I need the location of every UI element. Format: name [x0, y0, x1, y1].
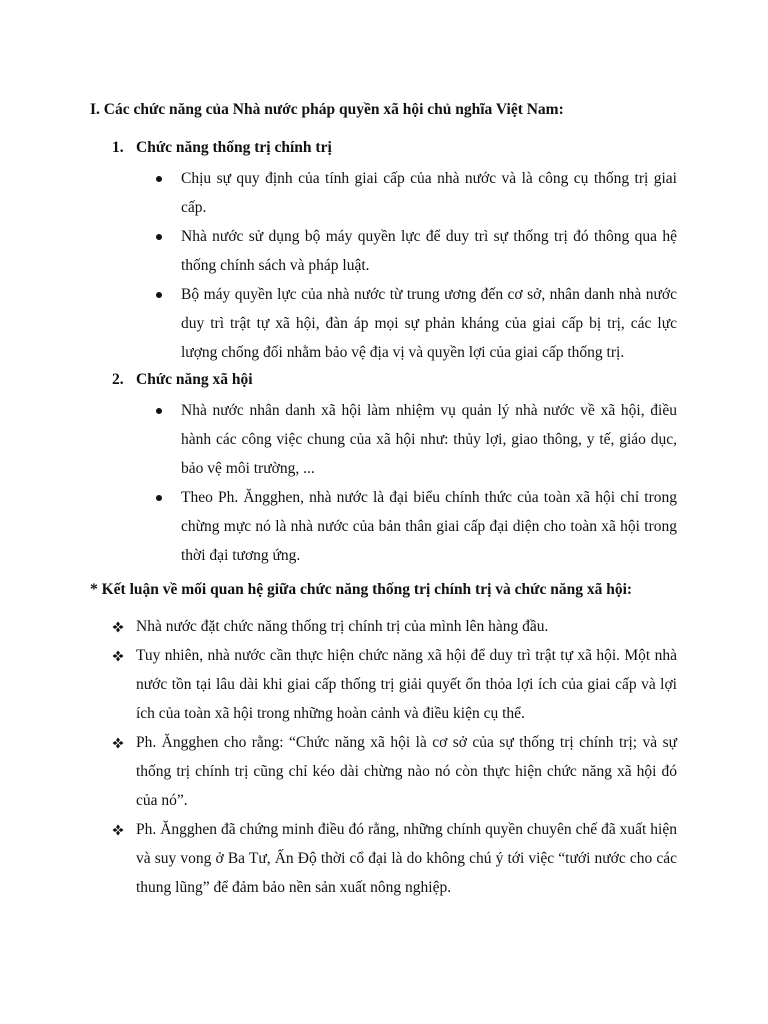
list-item	[112, 728, 677, 815]
bullet-list-1	[152, 164, 677, 367]
filled-circle-icon	[156, 234, 162, 240]
four-diamond-icon	[112, 824, 124, 836]
filled-circle-icon	[156, 408, 162, 414]
list-item	[152, 280, 677, 367]
four-diamond-icon	[112, 621, 124, 633]
list-item-text: Bộ máy quyền lực của nhà nước từ trung ương đến cơ sở, nhân danh nhà nước duy trì trật tự xã hội, đàn áp mọi sự phản kháng của giai cấp bị trị, các lực lượng chống đối nhằm bảo vệ địa vị và quyền lợi của giai cấp thống trị.	[181, 286, 677, 361]
list-item-text: Theo Ph. Ăngghen, nhà nước là đại biểu chính thức của toàn xã hội chỉ trong chừng mực nó là nhà nước của bản thân giai cấp đại diện cho toàn xã hội trong thời đại tương ứng.	[181, 489, 677, 564]
subsection-title: Chức năng thống trị chính trị	[136, 139, 332, 156]
list-item-text: Tuy nhiên, nhà nước cần thực hiện chức năng xã hội để duy trì trật tự xã hội. Một nhà nước tồn tại lâu dài khi giai cấp thống trị giải quyết ổn thỏa lợi ích của giai cấp và lợi ích của toàn xã hội trong những hoàn cảnh và điều kiện cụ thể.	[136, 647, 677, 722]
list-item	[112, 612, 677, 641]
conclusion-list	[112, 612, 677, 902]
subsection-number: 2.	[112, 371, 124, 388]
list-item	[152, 396, 677, 483]
filled-circle-icon	[156, 495, 162, 501]
list-item-text: Ph. Ăngghen đã chứng minh điều đó rằng, những chính quyền chuyên chế đã xuất hiện và suy vong ở Ba Tư, Ấn Độ thời cổ đại là do không chú ý tới việc “tưới nước cho các thung lũng” để đảm bảo nền sản xuất nông nghiệp.	[136, 821, 677, 896]
list-item	[112, 641, 677, 728]
filled-circle-icon	[156, 176, 162, 182]
list-item-text: Ph. Ăngghen cho rằng: “Chức năng xã hội là cơ sở của sự thống trị chính trị; và sự thống trị chính trị cũng chỉ kéo dài chừng nào nó còn thực hiện chức năng xã hội đó của nó”.	[136, 734, 677, 809]
subsection-heading-2	[112, 370, 253, 390]
list-item	[152, 483, 677, 570]
list-item-text: Nhà nước đặt chức năng thống trị chính trị của mình lên hàng đầu.	[136, 618, 549, 635]
subsection-number: 1.	[112, 139, 124, 156]
filled-circle-icon	[156, 292, 162, 298]
four-diamond-icon	[112, 650, 124, 662]
list-item-text: Nhà nước sử dụng bộ máy quyền lực để duy trì sự thống trị đó thông qua hệ thống chính sách và pháp luật.	[181, 228, 677, 274]
subsection-title: Chức năng xã hội	[136, 371, 253, 388]
list-item	[152, 164, 677, 222]
section-title: I. Các chức năng của Nhà nước pháp quyền xã hội chủ nghĩa Việt Nam:	[90, 101, 564, 118]
list-item-text: Chịu sự quy định của tính giai cấp của nhà nước và là công cụ thống trị giai cấp.	[181, 170, 677, 216]
list-item	[112, 815, 677, 902]
list-item-text: Nhà nước nhân danh xã hội làm nhiệm vụ quản lý nhà nước về xã hội, điều hành các công việc chung của xã hội như: thủy lợi, giao thông, y tế, giáo dục, bảo vệ môi trường, ...	[181, 402, 677, 477]
bullet-list-2	[152, 396, 677, 570]
list-item	[152, 222, 677, 280]
subsection-heading-1	[112, 138, 332, 158]
four-diamond-icon	[112, 737, 124, 749]
conclusion-title: * Kết luận về mối quan hệ giữa chức năng thống trị chính trị và chức năng xã hội:	[90, 581, 633, 598]
